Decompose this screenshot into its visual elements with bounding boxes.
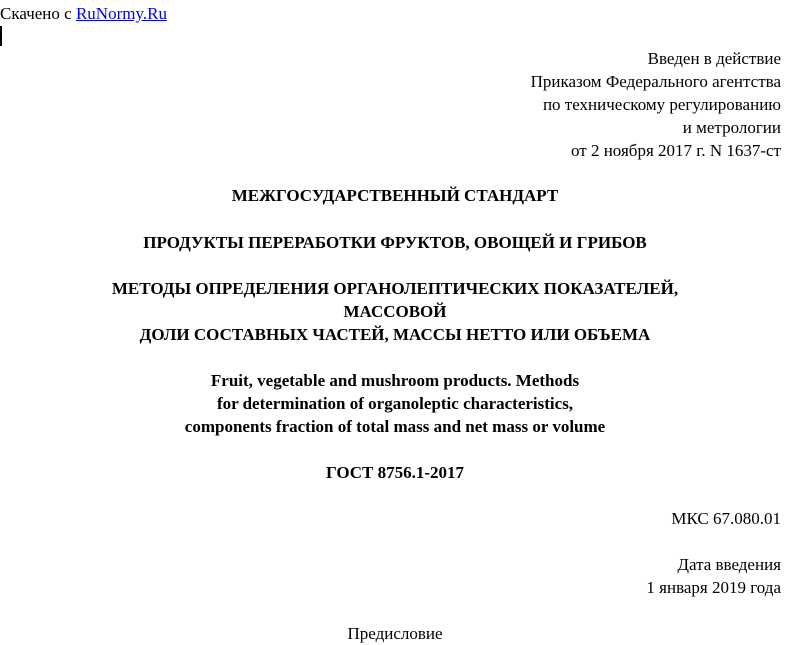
english-title-line: components fraction of total mass and net mass or volume [184,417,606,436]
subtitle-line: ДОЛИ СОСТАВНЫХ ЧАСТЕЙ, МАССЫ НЕТТО ИЛИ ОБЪЕМА [139,325,651,344]
effective-date-label: Дата введения [677,555,781,574]
effective-date-value: 1 января 2019 года [646,578,781,597]
source-line [0,2,167,25]
source-prefix: Скачено с [0,4,76,23]
subtitle-line: МАССОВОЙ [343,302,447,321]
subtitle-line: МЕТОДЫ ОПРЕДЕЛЕНИЯ ОРГАНОЛЕПТИЧЕСКИХ ПОКАЗАТЕЛЕЙ, [111,279,679,298]
enactment-line: по техническому регулированию [542,95,781,114]
enactment-line: и метрологии [682,118,781,137]
standard-title: ПРОДУКТЫ ПЕРЕРАБОТКИ ФРУКТОВ, ОВОЩЕЙ И ГРИБОВ [143,233,647,252]
english-title-line: for determination of organoleptic characteristics, [216,394,574,413]
enactment-line: Введен в действие [647,49,781,68]
effective-date-block [646,553,781,599]
standard-type: МЕЖГОСУДАРСТВЕННЫЙ СТАНДАРТ [231,186,559,205]
standard-designation: ГОСТ 8756.1-2017 [325,463,465,482]
text-cursor [0,26,2,46]
english-title [0,369,790,438]
source-link[interactable]: RuNormy.Ru [75,4,167,23]
enactment-line: от 2 ноября 2017 г. N 1637-ст [571,141,781,160]
mks-code: МКС 67.080.01 [671,509,781,528]
preface-heading: Предисловие [347,624,443,643]
enactment-block [531,47,781,162]
enactment-line: Приказом Федерального агентства [530,72,781,91]
standard-subtitle [0,277,790,346]
english-title-line: Fruit, vegetable and mushroom products. Methods [210,371,580,390]
